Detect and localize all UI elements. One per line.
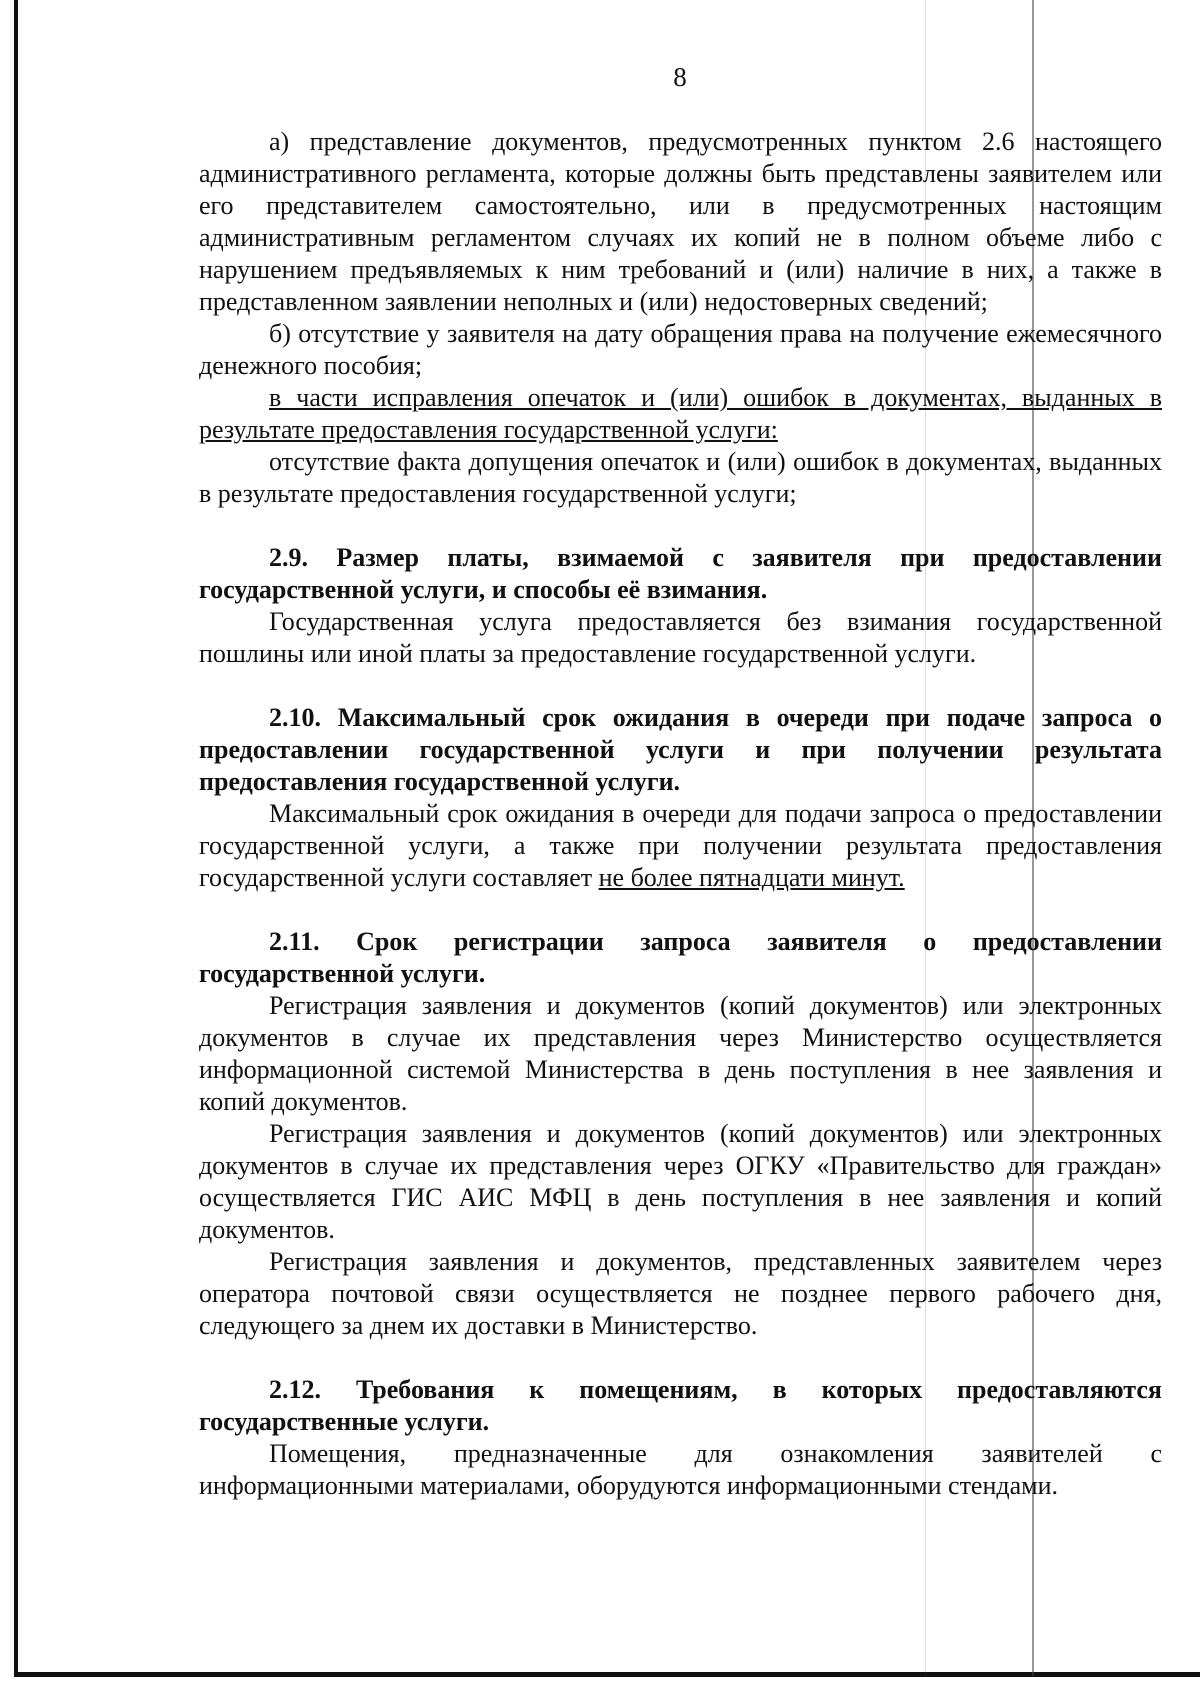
section-heading-2-11	[199, 926, 1162, 990]
page-bottom-border	[14, 1672, 1200, 1677]
paragraph-registration-mfc: Регистрация заявления и документов (копий документов) или электронных документов в случае их представления через ОГКУ «Правительство для граждан» осуществляется ГИС АИС МФЦ в день поступления в нее заявления и копий документов.	[199, 1119, 1162, 1244]
paragraph-no-errors: отсутствие факта допущения опечаток и (или) ошибок в документах, выданных в результате предоставления государственной услуги;	[199, 447, 1162, 508]
paragraph-fee: Государственная услуга предоставляется без взимания государственной пошлины или иной платы за предоставление государственной услуги.	[199, 607, 1162, 668]
section-heading-2-12	[199, 1374, 1162, 1438]
section-title: Срок регистрации запроса заявителя о предоставлении государственной услуги.	[199, 927, 1163, 988]
paragraph-b: б) отсутствие у заявителя на дату обращения права на получение ежемесячного денежного пособия;	[199, 319, 1162, 380]
section-title: Размер платы, взимаемой с заявителя при предоставлении государственной услуги, и способы её взимания.	[199, 543, 1163, 604]
paragraph-waiting-time	[199, 798, 1162, 894]
paragraph-registration-post: Регистрация заявления и документов, представленных заявителем через оператора почтовой связи осуществляется не позднее первого рабочего дня, следующего за днем их доставки в Министерство.	[199, 1247, 1162, 1340]
waiting-time-limit: не более пятнадцати минут.	[598, 863, 905, 892]
page-number: 8	[673, 62, 687, 92]
waiting-time-text: Максимальный срок ожидания в очереди для подачи запроса о предоставлении государственной услуги, а также при получении результата предоставления государственной услуги составляет	[199, 799, 1162, 892]
document-body	[199, 126, 1162, 1502]
paragraph-correction-scope	[199, 382, 1162, 446]
section-number: 2.11.	[269, 927, 320, 956]
section-title: Максимальный срок ожидания в очереди при подаче запроса о предоставлении государственной услуги и при получении результата предоставления государственной услуги.	[199, 703, 1163, 796]
paragraph-premises: Помещения, предназначенные для ознакомления заявителей с информационными материалами, оборудуются информационными стендами.	[199, 1439, 1162, 1500]
paragraph-a: а) представление документов, предусмотренных пунктом 2.6 настоящего административного регламента, которые должны быть представлены заявителем или его представителем самостоятельно, или в предусмотренных настоящим административным регламентом случаях их копий не в полном объеме либо с нарушением предъявляемых к ним требований и (или) наличие в них, а также в представленном заявлении неполных и (или) недостоверных сведений;	[199, 127, 1162, 316]
correction-scope-text: в части исправления опечаток и (или) ошибок в документах, выданных в результате предоставления государственной услуги:	[199, 383, 1162, 444]
section-heading-2-9	[199, 542, 1162, 606]
section-heading-2-10	[199, 702, 1162, 798]
paragraph-registration-ministry: Регистрация заявления и документов (копий документов) или электронных документов в случае их представления через Министерство осуществляется информационной системой Министерства в день поступления в нее заявления и копий документов.	[199, 991, 1162, 1116]
section-title: Требования к помещениям, в которых предоставляются государственные услуги.	[199, 1375, 1163, 1436]
page-left-border	[14, 0, 18, 1676]
section-number: 2.12.	[269, 1375, 321, 1404]
section-number: 2.10.	[269, 703, 321, 732]
section-number: 2.9.	[269, 543, 308, 572]
